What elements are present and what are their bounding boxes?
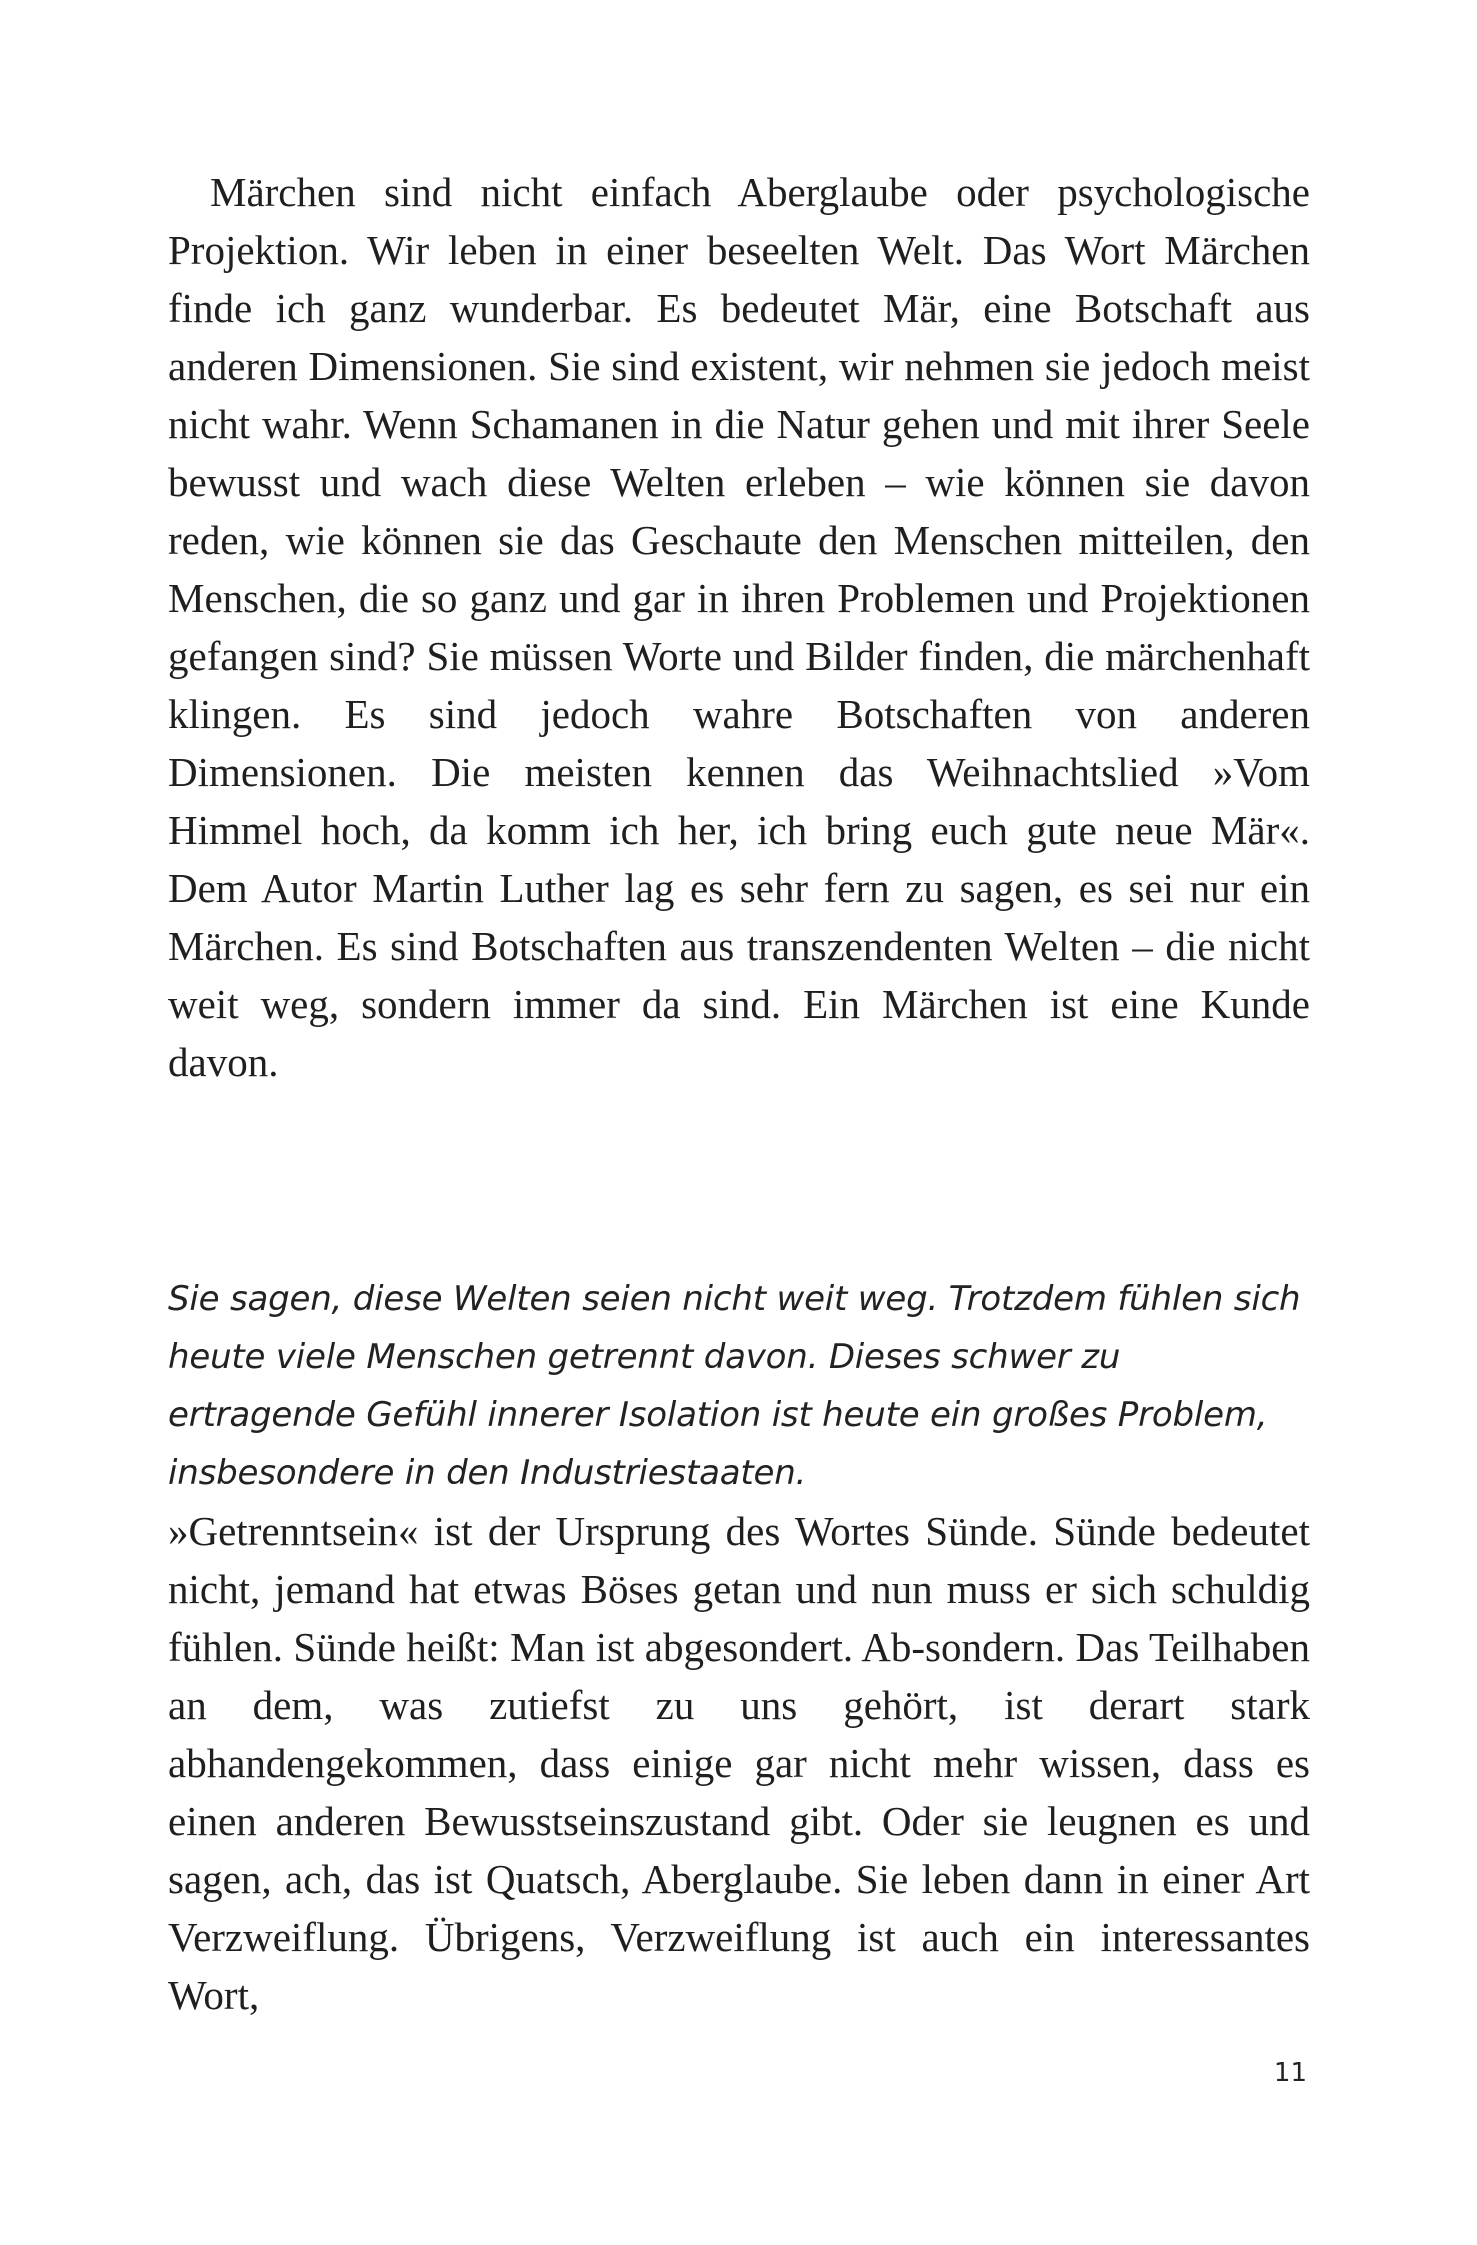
answer-paragraph-1: Märchen sind nicht einfach Aberglaube oder psychologische Projektion. Wir leben in einer beseelten Welt. Das Wort Märchen finde ich ganz wunderbar. Es bedeutet Mär, eine Botschaft aus anderen Dimensionen. Sie sind existent, wir nehmen sie jedoch meist nicht wahr. Wenn Schamanen in die Natur gehen und mit ihrer Seele bewusst und wach diese Welten erleben – wie können sie davon reden, wie können sie das Geschaute den Menschen mitteilen, den Menschen, die so ganz und gar in ihren Problemen und Projektionen gefangen sind? Sie müssen Worte und Bilder finden, die märchenhaft klingen. Es sind jedoch wahre Botschaften von anderen Dimensionen. Die meisten kennen das Weihnachtslied »Vom Himmel hoch, da komm ich her, ich bring euch gute neue Mär«. Dem Autor Martin Luther lag es sehr fern zu sagen, es sei nur ein Märchen. Es sind Botschaften aus transzendenten Welten – die nicht weit weg, sondern immer da sind. Ein Märchen ist eine Kunde davon. — [168, 169, 1310, 1085]
page-number: 11 — [1273, 2058, 1307, 2088]
answer-section-1 — [168, 163, 1310, 1091]
answer-paragraph-2: »Getrenntsein« ist der Ursprung des Wortes Sünde. Sünde bedeutet nicht, jemand hat etwas Böses getan und nun muss er sich schuldig fühlen. Sünde heißt: Man ist abgesondert. Ab-sondern. Das Teilhaben an dem, was zutiefst zu uns gehört, ist derart stark abhandengekommen, dass einige gar nicht mehr wissen, dass es einen anderen Bewusstseinszustand gibt. Oder sie leugnen es und sagen, ach, das ist Quatsch, Aberglaube. Sie leben dann in einer Art Verzweiflung. Übrigens, Verzweiflung ist auch ein interessantes Wort, — [168, 1508, 1310, 2018]
interview-section-2 — [168, 1270, 1310, 2024]
interview-question: Sie sagen, diese Welten seien nicht weit weg. Trotzdem fühlen sich heute viele Menschen getrennt davon. Dieses schwer zu ertragende Gefühl innerer Isolation ist heute ein großes Problem, insbesondere in den Industriestaaten. — [168, 1279, 1301, 1493]
